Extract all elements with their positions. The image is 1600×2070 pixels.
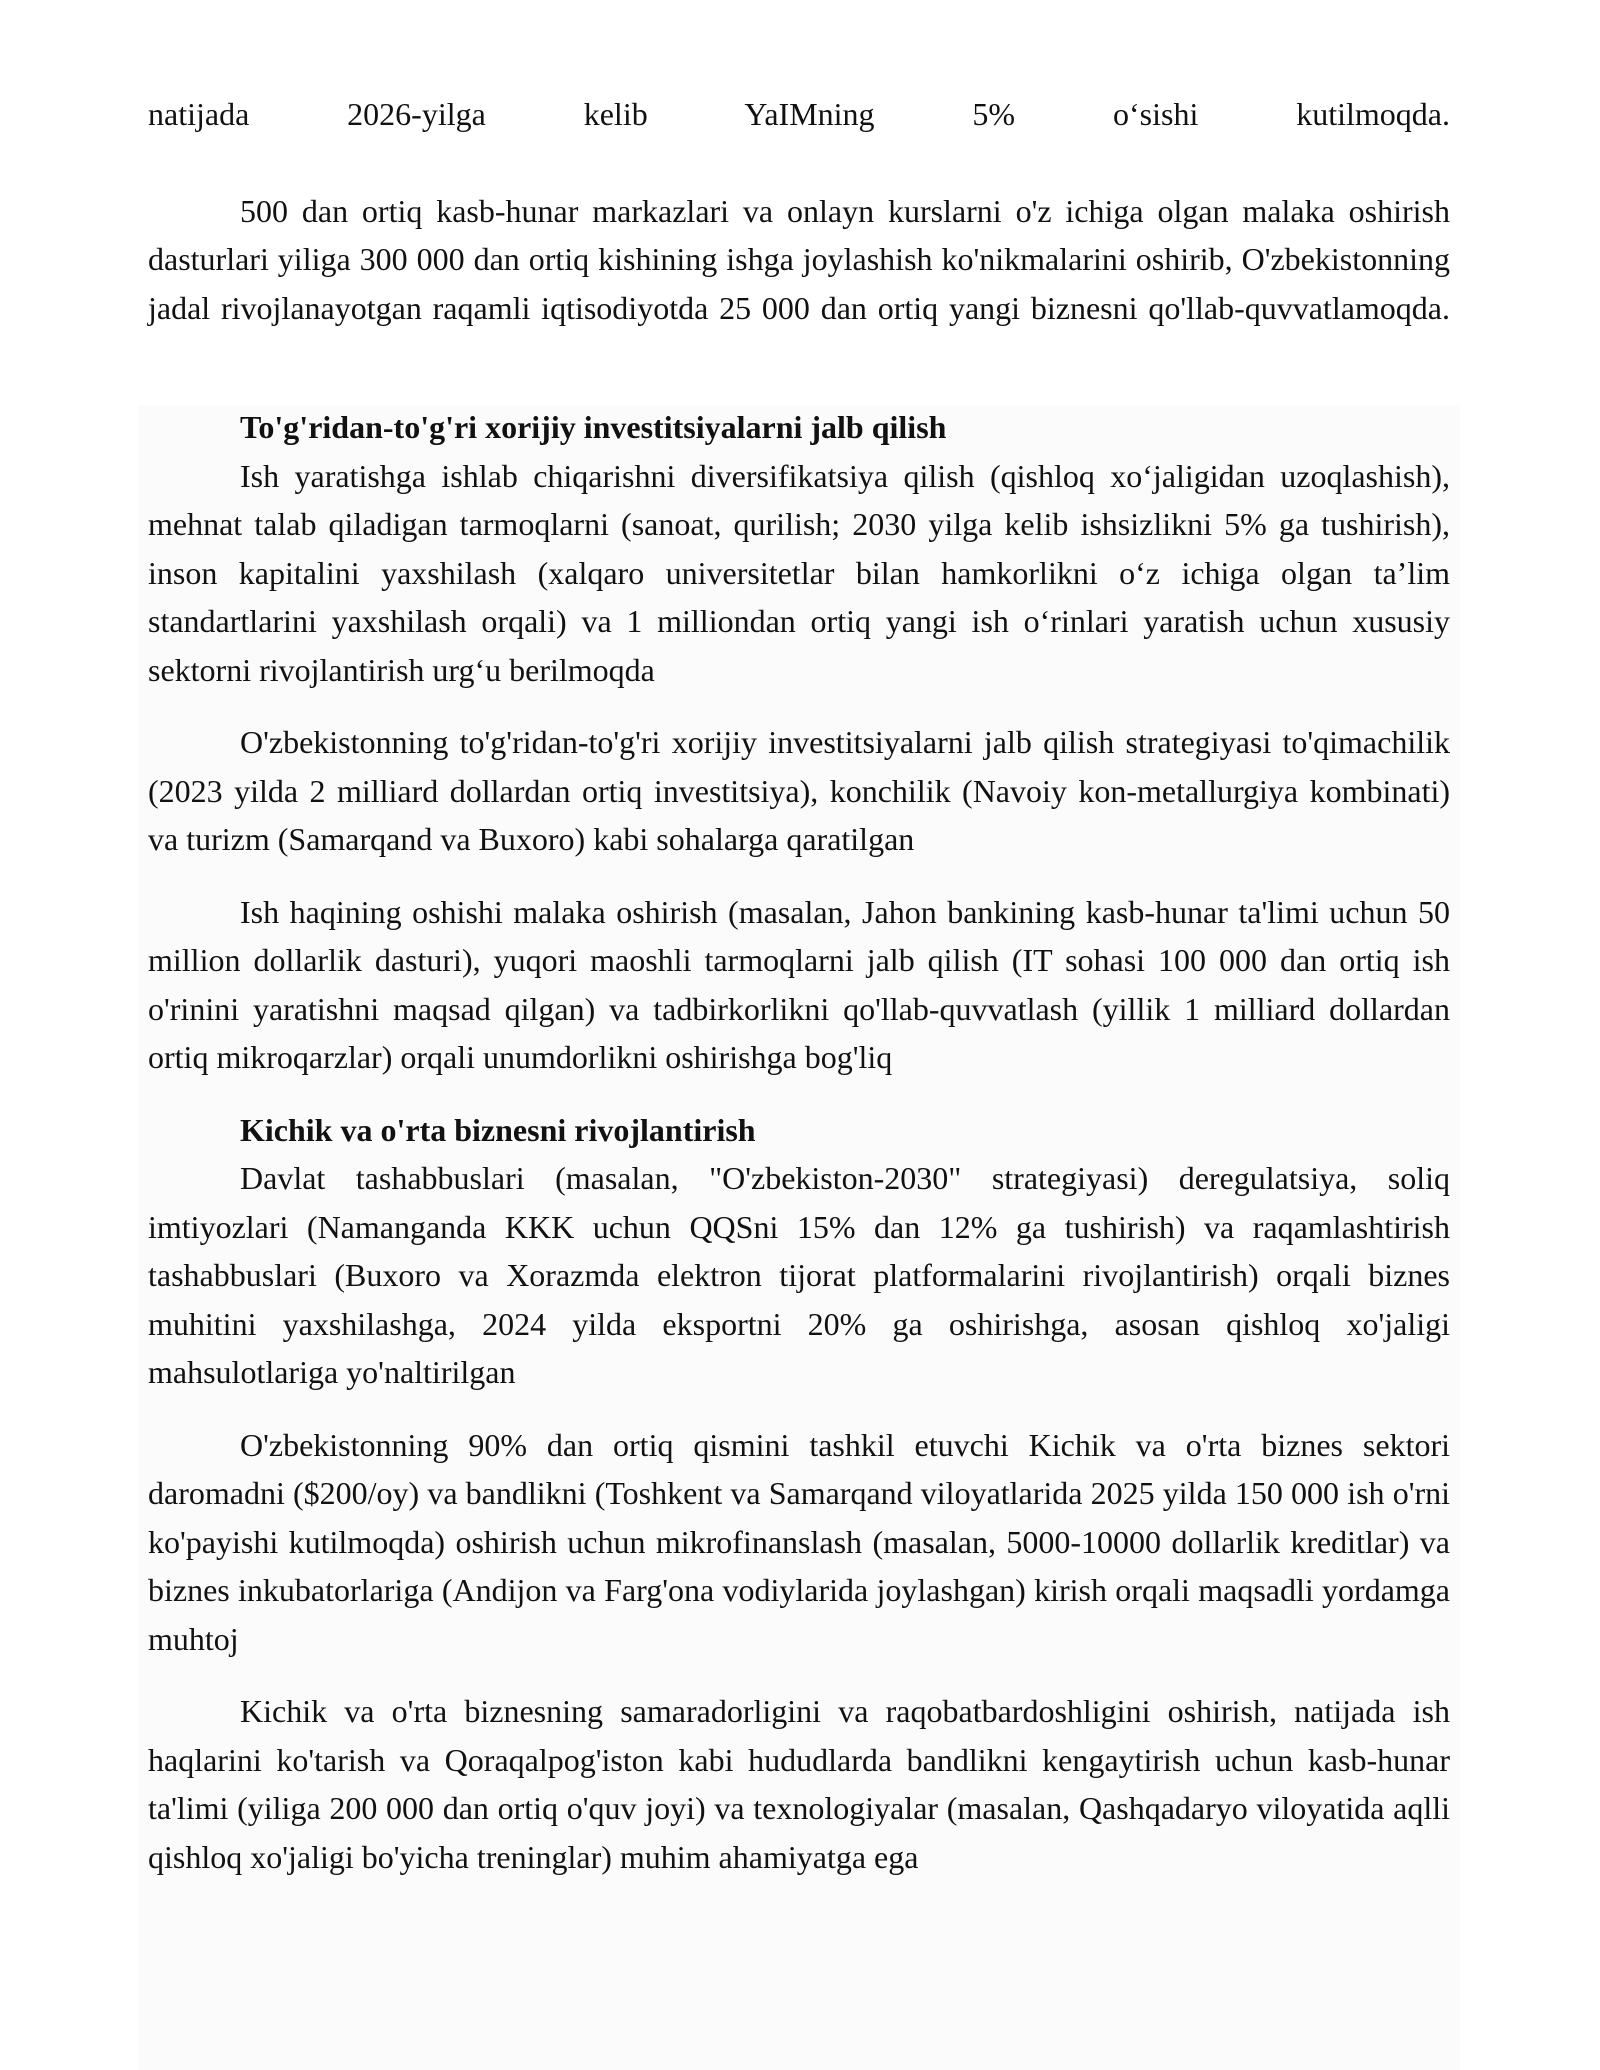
spacer — [148, 1663, 1450, 1687]
spacer — [148, 864, 1450, 888]
spacer — [148, 332, 1450, 403]
spacer — [148, 139, 1450, 187]
section-heading-sme: Kichik va o'rta biznesni rivojlantirish — [240, 1111, 756, 1148]
paragraph-job-creation: Ish yaratishga ishlab chiqarishni diversifikatsiya qilish (qishloq xo‘jaligidan uzoqlashish), mehnat talab qiladigan tarmoqlarni (sanoat, qurilish; 2030 yilga kelib ishsizlikni 5% ga tushirish), inson kapitalini yaxshilash (xalqaro universitetlar bilan hamkorlikni o‘z ichiga olgan ta’lim standartlarini yaxshilash orqali) va 1 milliondan ortiq yangi ish o‘rinlari yaratish uchun xususiy sektorni rivojlantirish urg‘u berilmoqda — [148, 457, 1450, 688]
section-heading-fdi: To'g'ridan-to'g'ri xorijiy investitsiyalarni jalb qilish — [240, 409, 947, 445]
continuation-line: natijada 2026-yilga kelib YaIMning 5% o‘sishi kutilmoqda. — [148, 96, 1450, 132]
paragraph-sme-competitiveness: Kichik va o'rta biznesning samaradorligini va raqobatbardoshligini oshirish, natijada ish haqlarini ko'tarish va Qoraqalpog'iston kabi hududlarda bandlikni kengaytirish uchun kasb-hunar ta'limi (yiliga 200 000 dan ortiq o'quv joyi) va texnologiyalar (masalan, Qashqadaryo viloyatida aqlli qishloq xo'jaligi bo'yicha treninglar) muhim ahamiyatga ega — [148, 1693, 1450, 1875]
paragraph-state-initiatives: Davlat tashabbuslari (masalan, "O'zbekiston-2030" strategiyasi) deregulatsiya, soliq imtiyozlari (Namanganda KKK uchun QQSni 15% dan 12% ga tushirish) va raqamlashtirish tashabbuslari (Buxoro va Xorazmda elektron tijorat platformalarini rivojlantirish) orqali biznes muhitini yaxshilashga, 2024 yilda eksportni 20% ga oshirishga, asosan qishloq xo'jaligi mahsulotlariga yo'naltirilgan — [148, 1160, 1450, 1390]
spacer — [148, 694, 1450, 718]
paragraph-fdi-strategy: O'zbekistonning to'g'ridan-to'g'ri xorijiy investitsiyalarni jalb qilish strategiyasi to'qimachilik (2023 yilda 2 milliard dollardan ortiq investitsiya), konchilik (Navoiy kon-metallurgiya kombinati) va turizm (Samarqand va Buxoro) kabi sohalarga qaratilgan — [148, 724, 1450, 857]
paragraph-sme-sector: O'zbekistonning 90% dan ortiq qismini tashkil etuvchi Kichik va o'rta biznes sektori daromadni ($200/oy) va bandlikni (Toshkent va Samarqand viloyatlarida 2025 yilda 150 000 ish o'rni ko'payishi kutilmoqda) oshirish uchun mikrofinanslash (masalan, 5000-10000 dollarlik kreditlar) va biznes inkubatorlariga (Andijon va Farg'ona vodiylarida joylashgan) kirish orqali maqsadli yordamga muhtoj — [148, 1426, 1450, 1657]
paragraph-skills-programs: 500 dan ortiq kasb-hunar markazlari va onlayn kurslarni o'z ichiga olgan malaka oshirish dasturlari yiliga 300 000 dan ortiq kishining ishga joylashish ko'nikmalarini oshirib, O'zbekistonning jadal rivojlanayotgan raqamli iqtisodiyotda 25 000 dan ortiq yangi biznesni qo'llab-quvvatlamoqda. — [148, 192, 1450, 326]
paragraph-wage-growth: Ish haqining oshishi malaka oshirish (masalan, Jahon bankining kasb-hunar ta'limi uchun 50 million dollarlik dasturi), yuqori maoshli tarmoqlarni jalb qilish (IT sohasi 100 000 dan ortiq ish o'rinini yaratishni maqsad qilgan) va tadbirkorlikni qo'llab-quvvatlash (yillik 1 milliard dollardan ortiq mikroqarzlar) orqali unumdorlikni oshirishga bog'liq — [148, 893, 1450, 1075]
document-body — [148, 90, 1450, 1881]
spacer — [148, 1397, 1450, 1421]
spacer — [148, 1082, 1450, 1106]
